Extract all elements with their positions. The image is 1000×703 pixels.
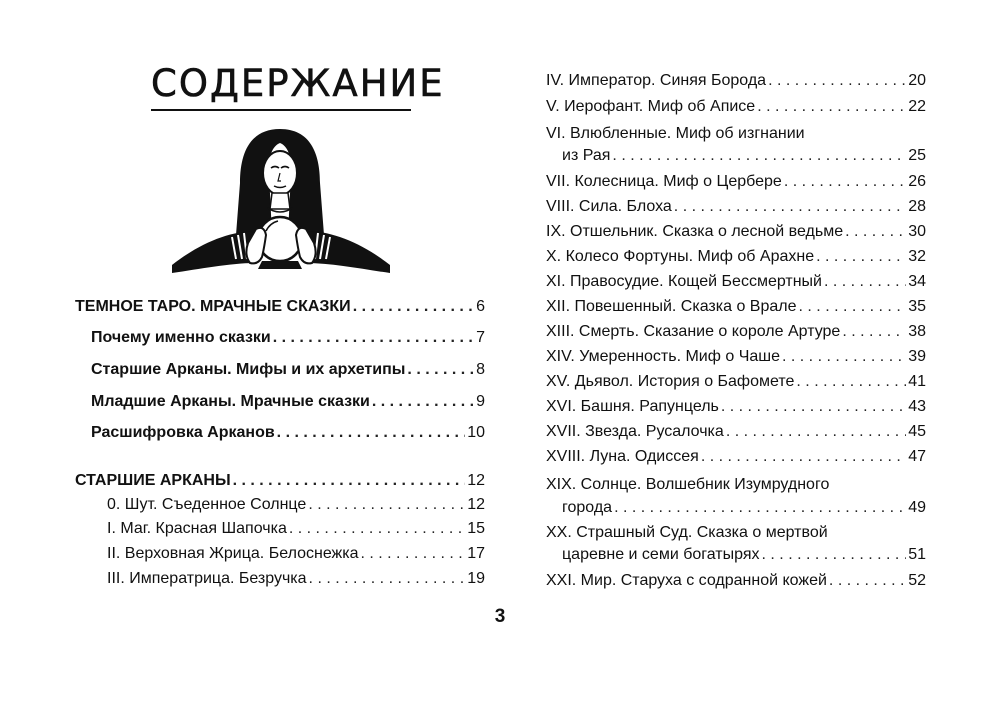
toc-entry-title: Младшие Арканы. Мрачные сказки (91, 393, 370, 410)
toc-entry-title: XIV. Умеренность. Миф о Чаше (546, 348, 780, 365)
toc-entry[interactable] (91, 391, 485, 413)
toc-entry[interactable] (546, 196, 926, 218)
toc-page-number: 19 (467, 570, 485, 587)
dot-leader (612, 145, 906, 167)
toc-entry-title: Расшифровка Арканов (91, 424, 275, 441)
toc-entry[interactable] (91, 359, 485, 381)
dot-leader (842, 321, 906, 343)
toc-page-number: 12 (467, 496, 485, 513)
toc-entry-title: XVIII. Луна. Одиссея (546, 448, 699, 465)
toc-page-number: 25 (908, 147, 926, 164)
dot-leader (273, 327, 474, 349)
dot-leader (845, 221, 906, 243)
toc-entry-title: IX. Отшельник. Сказка о лесной ведьме (546, 223, 844, 240)
dot-leader (784, 171, 906, 193)
toc-page-number: 15 (467, 520, 485, 537)
toc-section-major-arcana[interactable] (75, 470, 485, 492)
toc-entry-title: Старшие Арканы. Мифы и их архетипы (91, 361, 406, 378)
toc-entry-title: из Рая (562, 147, 611, 164)
toc-page-number: 30 (908, 223, 926, 240)
dot-leader (289, 518, 465, 540)
toc-entry-title: XV. Дьявол. История о Бафомете (546, 373, 795, 390)
toc-entry-title: царевне и семи богатырях (562, 546, 760, 563)
toc-page-number: 49 (908, 499, 926, 516)
dot-leader (816, 246, 906, 268)
toc-entry-title: 0. Шут. Съеденное Солнце (107, 496, 307, 513)
toc-entry[interactable] (91, 327, 485, 349)
toc-page-number: 39 (908, 348, 926, 365)
page-number: 3 (494, 606, 506, 627)
toc-entry[interactable] (546, 570, 926, 592)
dot-leader (799, 296, 907, 318)
toc-page-number: 9 (476, 393, 485, 410)
toc-entry-title: XVI. Башня. Рапунцель (546, 398, 719, 415)
toc-page-number: 22 (908, 98, 926, 115)
toc-page-number: 10 (467, 424, 485, 441)
toc-page-number: 41 (908, 373, 926, 390)
dot-leader (796, 371, 906, 393)
toc-page-number: 28 (908, 198, 926, 215)
toc-page-number: 20 (908, 72, 926, 89)
dot-leader (407, 359, 474, 381)
toc-page-number: 51 (908, 546, 926, 563)
toc-entry[interactable] (546, 221, 926, 243)
toc-entry-title-line1: VI. Влюбленные. Миф об изгнании (546, 125, 805, 142)
toc-entry[interactable] (91, 422, 485, 444)
toc-entry-title: X. Колесо Фортуны. Миф об Арахне (546, 248, 815, 265)
toc-entry[interactable] (546, 321, 926, 343)
dot-leader (768, 70, 906, 92)
toc-entry[interactable] (546, 70, 926, 92)
toc-entry[interactable] (107, 543, 485, 565)
dot-leader (829, 570, 906, 592)
toc-entry-title: III. Императрица. Безручка (107, 570, 307, 587)
toc-page-number: 43 (908, 398, 926, 415)
dot-leader (309, 568, 466, 590)
toc-entry-title: VIII. Сила. Блоха (546, 198, 672, 215)
dot-leader (372, 391, 474, 413)
toc-entry[interactable] (546, 271, 926, 293)
dot-leader (353, 296, 474, 318)
toc-entry-title: ТЕМНОЕ ТАРО. МРАЧНЫЕ СКАЗКИ (75, 298, 351, 315)
toc-entry[interactable] (107, 494, 485, 516)
toc-entry-title: XII. Повешенный. Сказка о Врале (546, 298, 797, 315)
toc-entry-title: XIII. Смерть. Сказание о короле Артуре (546, 323, 841, 340)
toc-page-number: 7 (476, 329, 485, 346)
toc-entry-title-line1: XIX. Солнце. Волшебник Изумрудного (546, 476, 830, 493)
toc-entry[interactable] (546, 171, 926, 193)
toc-entry-title: IV. Император. Синяя Борода (546, 72, 767, 89)
toc-page-number: 47 (908, 448, 926, 465)
dot-leader (782, 346, 906, 368)
dot-leader (721, 396, 906, 418)
page-title: СОДЕРЖАНИЕ (151, 62, 445, 105)
toc-entry-title: СТАРШИЕ АРКАНЫ (75, 472, 231, 489)
toc-entry-title: Почему именно сказки (91, 329, 271, 346)
toc-entry[interactable] (562, 145, 926, 167)
toc-page-number: 6 (476, 298, 485, 315)
toc-entry[interactable] (562, 544, 926, 566)
toc-entry[interactable] (107, 568, 485, 590)
toc-entry[interactable] (546, 371, 926, 393)
toc-entry-title: VII. Колесница. Миф о Цербере (546, 173, 782, 190)
toc-entry[interactable] (107, 518, 485, 540)
toc-entry[interactable] (546, 396, 926, 418)
dot-leader (726, 421, 906, 443)
toc-page-number: 8 (476, 361, 485, 378)
toc-page-number: 45 (908, 423, 926, 440)
toc-page-number: 52 (908, 572, 926, 589)
dot-leader (762, 544, 907, 566)
toc-entry[interactable] (562, 497, 926, 519)
dot-leader (308, 494, 465, 516)
toc-entry[interactable] (546, 446, 926, 468)
toc-page-number: 35 (908, 298, 926, 315)
toc-entry[interactable] (546, 346, 926, 368)
toc-page-number: 32 (908, 248, 926, 265)
toc-page-number: 17 (467, 545, 485, 562)
toc-entry-title: XI. Правосудие. Кощей Бессмертный (546, 273, 822, 290)
toc-entry[interactable] (546, 246, 926, 268)
toc-entry-title: XVII. Звезда. Русалочка (546, 423, 724, 440)
dot-leader (674, 196, 906, 218)
title-underline (151, 109, 411, 111)
dot-leader (360, 543, 465, 565)
toc-page-number: 26 (908, 173, 926, 190)
fortune-teller-with-crystal-ball-icon (170, 123, 392, 281)
toc-entry-title: II. Верховная Жрица. Белоснежка (107, 545, 359, 562)
toc-entry-title: города (562, 499, 613, 516)
dot-leader (824, 271, 906, 293)
dot-leader (757, 96, 906, 118)
dot-leader (233, 470, 466, 492)
dot-leader (277, 422, 466, 444)
toc-entry-title-line1: XX. Страшный Суд. Сказка о мертвой (546, 524, 828, 541)
toc-entry[interactable] (546, 296, 926, 318)
toc-entry-title: I. Маг. Красная Шапочка (107, 520, 287, 537)
dot-leader (701, 446, 906, 468)
dot-leader (614, 497, 906, 519)
toc-page-number: 38 (908, 323, 926, 340)
toc-entry-title: V. Иерофант. Миф об Аписе (546, 98, 756, 115)
toc-page-number: 12 (467, 472, 485, 489)
toc-page-number: 34 (908, 273, 926, 290)
toc-entry[interactable] (546, 96, 926, 118)
toc-section-dark-tarot[interactable] (75, 296, 485, 318)
toc-entry-title: XXI. Мир. Старуха с содранной кожей (546, 572, 827, 589)
toc-entry[interactable] (546, 421, 926, 443)
